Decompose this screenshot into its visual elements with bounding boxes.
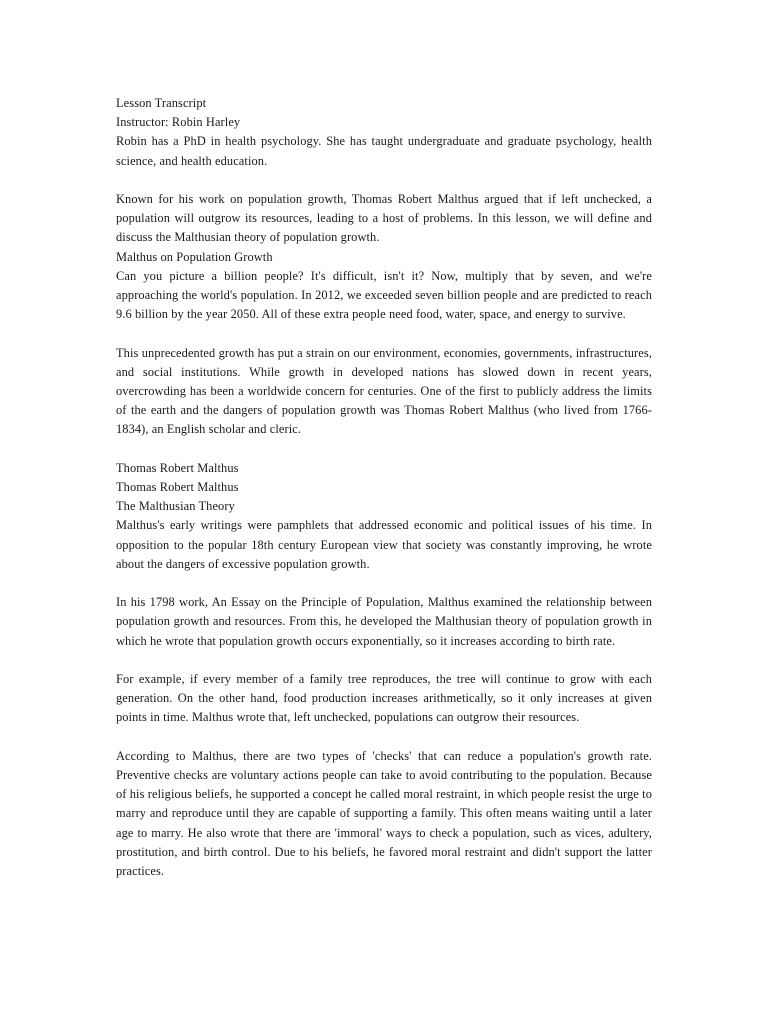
lesson-intro: Known for his work on population growth, Thomas Robert Malthus argued that if left unchecked, a population will outgrow its resources, leading to a host of problems. In this lesson, we will define and discuss the Malthusian theory of population growth. [116,192,652,245]
spacer [116,651,652,670]
spacer [116,324,652,343]
spacer [116,440,652,459]
paragraph: Can you picture a billion people? It's difficult, isn't it? Now, multiply that by seven, and we're approaching the world's population. In 2012, we exceeded seven billion people and are predicted to reach 9.6 billion by the year 2050. All of these extra people need food, water, space, and energy to survive. [116,268,652,322]
spacer [116,574,652,593]
image-caption: Thomas Robert Malthus [116,480,239,495]
spacer [116,171,652,190]
paragraph: For example, if every member of a family tree reproduces, the tree will continue to grow with each generation. On the other hand, food production increases arithmetically, so it only increases at given points in time. Malthus wrote that, left unchecked, populations can outgrow their resources. [116,672,652,725]
doc-type-label: Lesson Transcript [116,96,207,110]
section-heading-malthusian-theory: The Malthusian Theory [116,499,235,514]
section-heading-population-growth: Malthus on Population Growth [116,249,273,264]
document-page [116,94,652,881]
paragraph: In his 1798 work, An Essay on the Principle of Population, Malthus examined the relationship between population growth and resources. From this, he developed the Malthusian theory of population growth in which he wrote that population growth occurs exponentially, so it increases according to birth rate. [116,595,652,648]
image-caption: Thomas Robert Malthus [116,460,239,475]
paragraph: According to Malthus, there are two types of 'checks' that can reduce a population's growth rate. Preventive checks are voluntary actions people can take to avoid contributing to the population. Because of his religious beliefs, he supported a concept he called moral restraint, in which people resist the urge to marry and reproduce until they are capable of supporting a family. This often means waiting until a later age to marry. He also wrote that there are 'immoral' ways to check a population, such as vices, adultery, prostitution, and birth control. Due to his beliefs, he favored moral restraint and didn't support the latter practices. [116,748,652,879]
paragraph: This unprecedented growth has put a strain on our environment, economies, governments, infrastructures, and social institutions. While growth in developed nations has slowed down in recent years, overcrowding has been a worldwide concern for centuries. One of the first to publicly address the limits of the earth and the dangers of population growth was Thomas Robert Malthus (who lived from 1766-1834), an English scholar and cleric. [116,345,652,437]
spacer [116,728,652,747]
paragraph: Malthus's early writings were pamphlets that addressed economic and political issues of his time. In opposition to the popular 18th century European view that society was constantly improving, he wrote about the dangers of excessive population growth. [116,518,652,571]
instructor-line: Instructor: Robin Harley [116,115,241,130]
instructor-bio: Robin has a PhD in health psychology. She has taught undergraduate and graduate psychology, health science, and health education. [116,134,652,168]
